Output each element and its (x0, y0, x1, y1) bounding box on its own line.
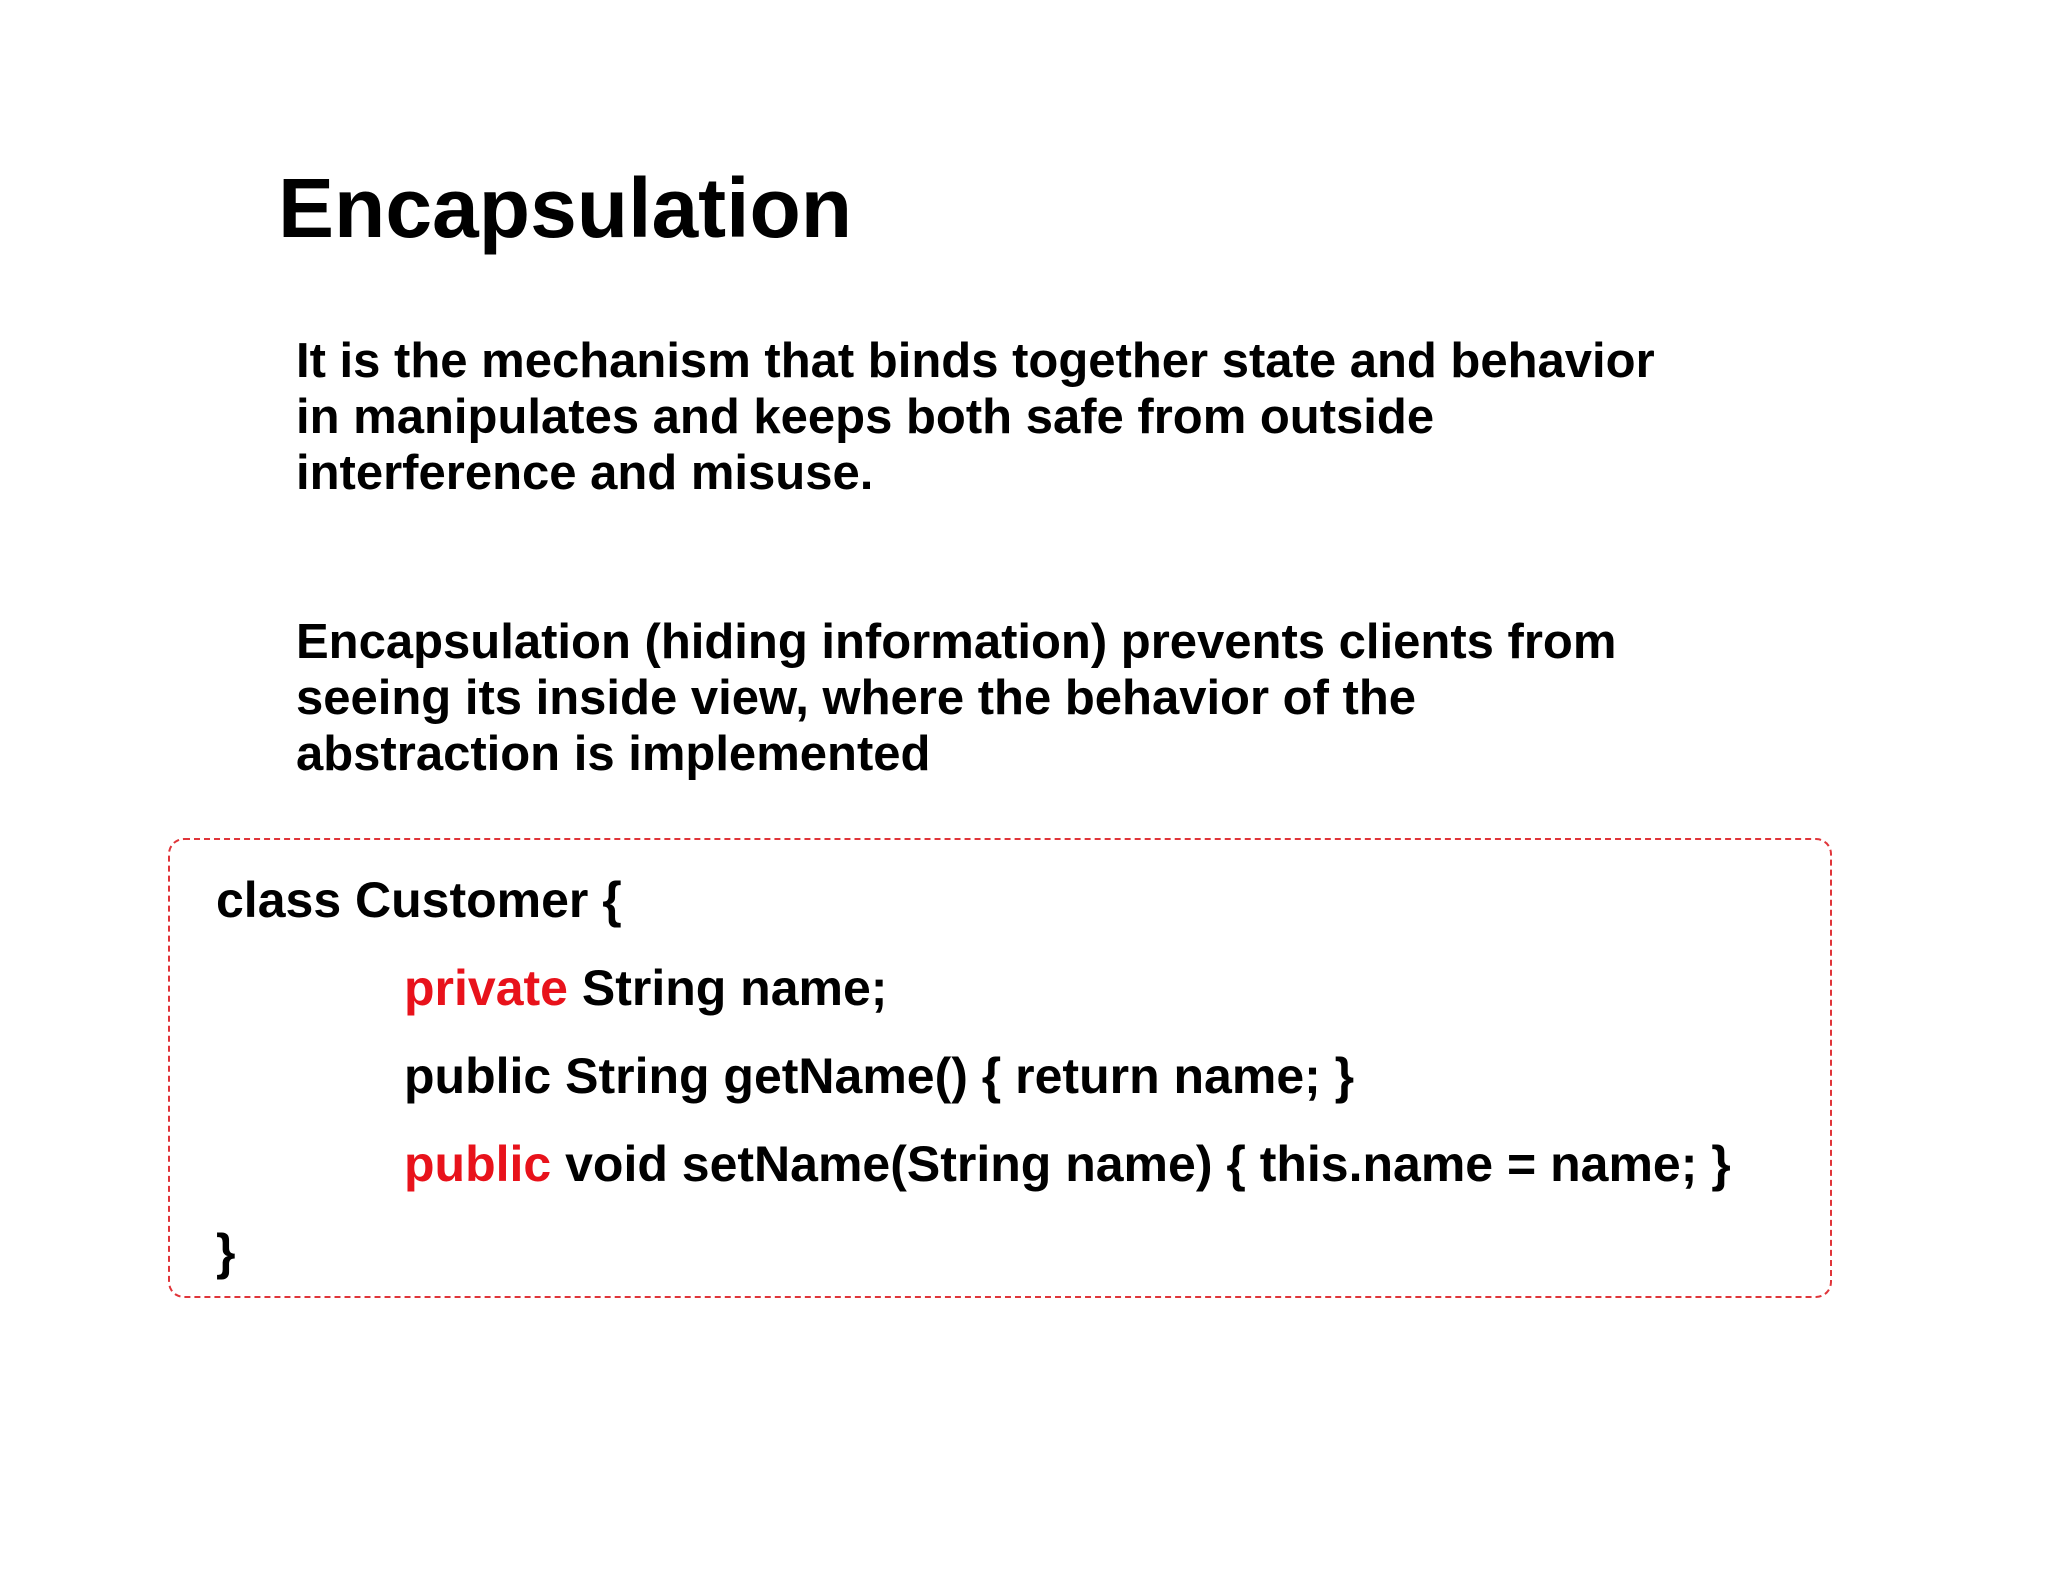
definition-line: in manipulates and keeps both safe from outside (296, 390, 1435, 444)
setter-declaration-text: void setName(String name) { this.name = name; } (551, 1136, 1731, 1192)
definition-paragraph (296, 333, 1856, 501)
code-line-class-declaration: class Customer { (216, 872, 622, 928)
hiding-information-line: abstraction is implemented (296, 727, 931, 781)
definition-line: It is the mechanism that binds together state and behavior (296, 334, 1655, 388)
field-declaration-text: String name; (567, 960, 888, 1016)
slide-title: Encapsulation (278, 161, 853, 255)
code-line-closing-brace: } (216, 1224, 236, 1280)
code-line-private-field (404, 958, 887, 1018)
code-line-setter (404, 1134, 1731, 1194)
public-keyword: public (404, 1136, 552, 1192)
hiding-information-line: Encapsulation (hiding information) prevents clients from (296, 615, 1617, 669)
definition-line: interference and misuse. (296, 446, 874, 500)
hiding-information-line: seeing its inside view, where the behavior of the (296, 671, 1417, 725)
hiding-information-paragraph (296, 614, 1856, 782)
code-line-getter: public String getName() { return name; } (404, 1048, 1355, 1104)
private-keyword: private (404, 960, 568, 1016)
code-example-box (168, 838, 1832, 1298)
